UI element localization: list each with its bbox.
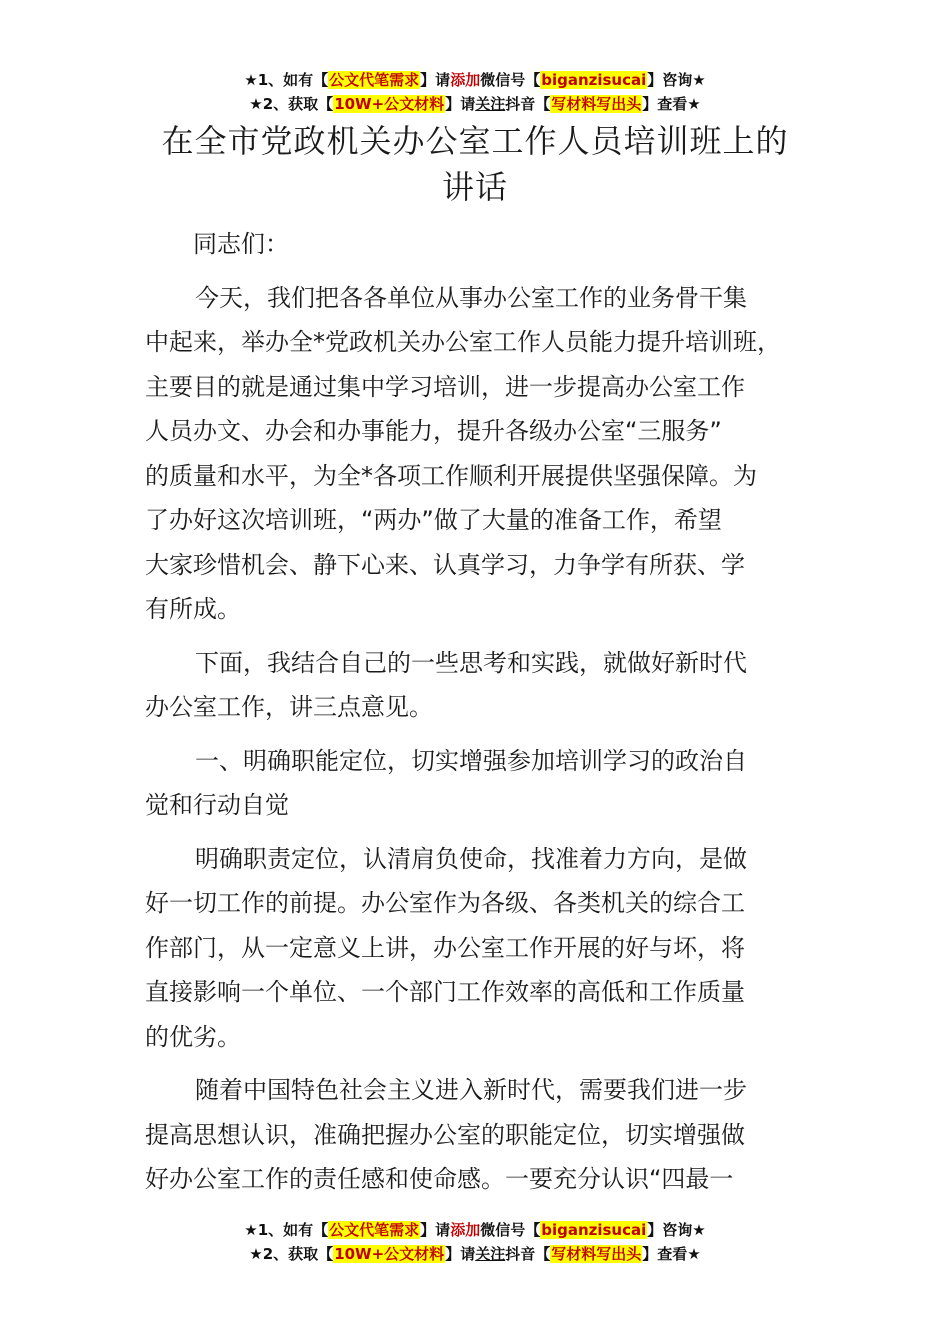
- promo-text: 】请: [445, 1245, 476, 1263]
- text-line: 有所成。: [145, 595, 241, 623]
- text-line: 主要目的就是通过集中学习培训，进一步提高办公室工作: [145, 372, 745, 401]
- title-line-2: 讲话: [441, 168, 508, 206]
- text-line: 明确职责定位，认清肩负使命，找准着力方向，是做: [195, 844, 747, 873]
- text-line: 好办公室工作的责任感和使命感。一要充分认识“四最一: [145, 1165, 734, 1193]
- promo-highlight: 公文代笔需求: [329, 71, 420, 89]
- promo-text: 微信号【: [480, 1221, 541, 1239]
- text-line: 觉和行动自觉: [145, 791, 289, 819]
- text-line: 中起来，举办全*党政机关办公室工作人员能力提升培训班，: [145, 328, 781, 356]
- promo-text: 】查看★: [642, 95, 701, 113]
- promo-text: ★2、获取【: [249, 95, 334, 113]
- text-line: 办公室工作，讲三点意见。: [145, 693, 433, 721]
- document-body: [145, 222, 813, 1211]
- promo-wechat-id: biganzisucai: [541, 71, 647, 89]
- promo-emphasis: 添加: [450, 71, 481, 89]
- promo-text: ★1、如有【: [244, 71, 329, 89]
- promo-text: 】请: [420, 71, 451, 89]
- paragraph-3: [145, 837, 813, 1060]
- promo-line-2: [0, 1242, 950, 1266]
- promo-text: 】咨询★: [647, 71, 706, 89]
- text-line: 大家珍惜机会、静下心来、认真学习，力争学有所获、学: [145, 550, 745, 579]
- promo-highlight: 10W+公文材料: [334, 1245, 445, 1263]
- text-line: 直接影响一个单位、一个部门工作效率的高低和工作质量: [145, 978, 745, 1006]
- promo-douyin-id: 写材料写出头: [551, 95, 642, 113]
- promo-text: 微信号【: [480, 71, 541, 89]
- promo-text: 】咨询★: [647, 1221, 706, 1239]
- text-line: 作部门，从一定意义上讲，办公室工作开展的好与坏，将: [145, 933, 745, 962]
- promo-emphasis: 关注: [475, 1245, 506, 1263]
- promo-highlight: 公文代笔需求: [329, 1221, 420, 1239]
- text-line: 随着中国特色社会主义进入新时代，需要我们进一步: [195, 1076, 747, 1104]
- promo-text: 抖音【: [505, 95, 551, 113]
- text-line: 的优劣。: [145, 1022, 241, 1051]
- text-line: 今天，我们把各各单位从事办公室工作的业务骨干集: [195, 283, 747, 312]
- text-line: 人员办文、办会和办事能力，提升各级办公室“三服务”: [145, 417, 722, 445]
- text-line: 好一切工作的前提。办公室作为各级、各类机关的综合工: [145, 889, 745, 917]
- promo-text: 】请: [445, 95, 476, 113]
- document-title: [0, 118, 950, 210]
- promo-text: ★2、获取【: [249, 1245, 334, 1263]
- text-line: 提高思想认识，准确把握办公室的职能定位，切实增强做: [145, 1120, 745, 1149]
- promo-emphasis: 添加: [450, 1221, 481, 1239]
- paragraph-4: [145, 1068, 813, 1202]
- promo-text: 】请: [420, 1221, 451, 1239]
- paragraph-1: [145, 276, 813, 632]
- promo-douyin-id: 写材料写出头: [551, 1245, 642, 1263]
- promo-line-1: [0, 68, 950, 92]
- promo-banner-top: [0, 68, 950, 116]
- promo-emphasis: 关注: [475, 95, 506, 113]
- text-line: 了办好这次培训班，“两办”做了大量的准备工作，希望: [145, 506, 722, 534]
- promo-text: 抖音【: [505, 1245, 551, 1263]
- text-line: 下面，我结合自己的一些思考和实践，就做好新时代: [195, 648, 747, 677]
- text-line: 的质量和水平，为全*各项工作顺利开展提供坚强保障。为: [145, 461, 757, 490]
- section-heading-1: [145, 739, 813, 828]
- promo-wechat-id: biganzisucai: [541, 1221, 647, 1239]
- promo-line-1: [0, 1218, 950, 1242]
- promo-line-2: [0, 92, 950, 116]
- promo-banner-bottom: [0, 1218, 950, 1266]
- promo-highlight: 10W+公文材料: [334, 95, 445, 113]
- salutation: 同志们：: [193, 230, 289, 258]
- paragraph-2: [145, 641, 813, 730]
- title-line-1: 在全市党政机关办公室工作人员培训班上的: [161, 122, 789, 160]
- promo-text: 】查看★: [642, 1245, 701, 1263]
- promo-text: ★1、如有【: [244, 1221, 329, 1239]
- text-line: 一、明确职能定位，切实增强参加培训学习的政治自: [195, 746, 747, 775]
